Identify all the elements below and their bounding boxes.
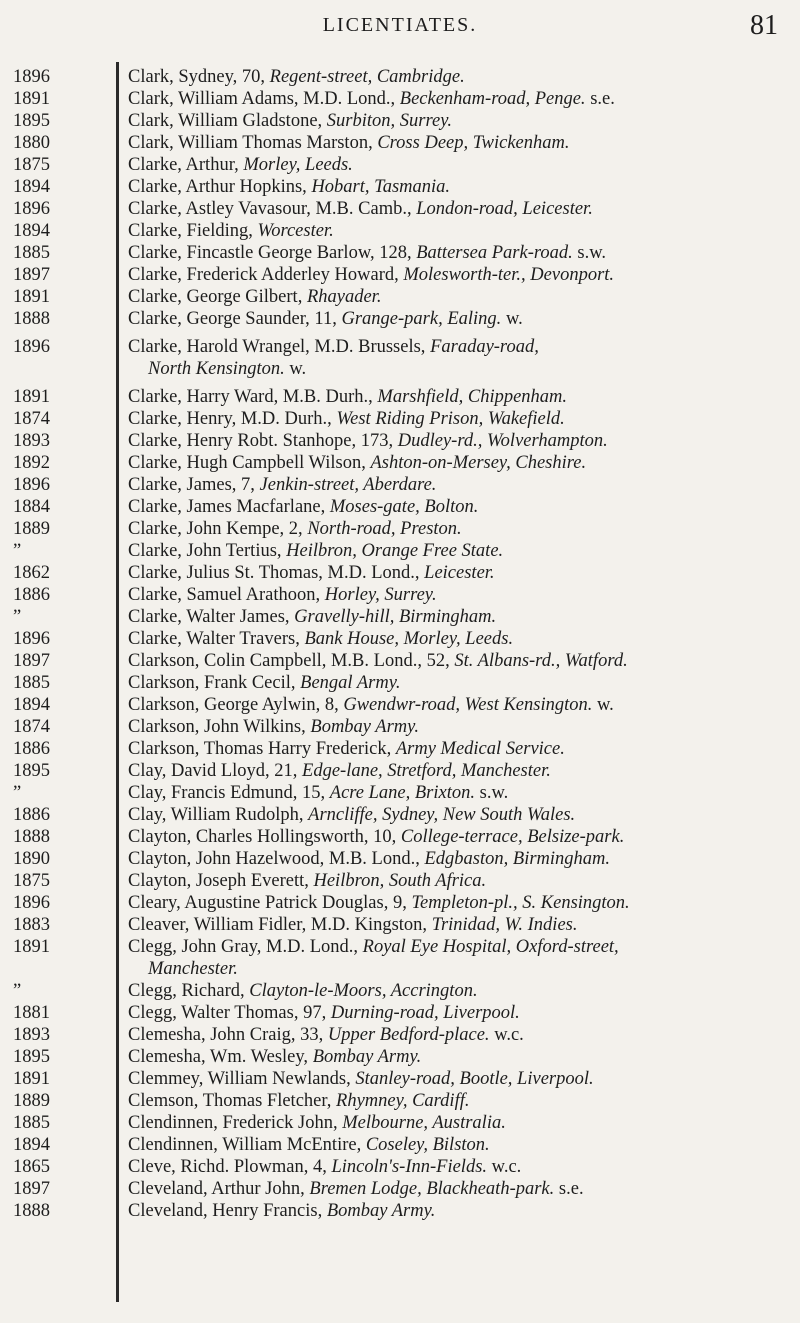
list-item — [0, 936, 800, 980]
entry-year: 1888 — [13, 1201, 50, 1221]
list-item — [0, 914, 800, 936]
entry-line — [128, 1156, 800, 1178]
entry-line — [128, 606, 800, 628]
list-item — [0, 1002, 800, 1024]
entry-district: w. — [592, 695, 614, 715]
entry-address: North-road, Preston. — [307, 519, 462, 539]
entry-name: Clendinnen, William McEntire, — [128, 1135, 366, 1155]
entry-name: Clarke, John Tertius, — [128, 541, 287, 561]
entry-line — [128, 176, 800, 198]
entry-line — [128, 914, 800, 936]
entry-address: Clayton-le-Moors, Accrington. — [249, 981, 478, 1001]
entry-year: 1892 — [13, 453, 50, 473]
entry-line — [128, 804, 800, 826]
entry-name: Clegg, Walter Thomas, 97, — [128, 1003, 331, 1023]
entry-name: Clarke, James, 7, — [128, 475, 260, 495]
entry-name: Clarke, Samuel Arathoon, — [128, 585, 325, 605]
list-item — [0, 782, 800, 804]
entry-year: 1883 — [13, 915, 50, 935]
entry-name: Clarke, George Saunder, 11, — [128, 309, 342, 329]
list-item — [0, 606, 800, 628]
entry-year: 1897 — [13, 1179, 50, 1199]
list-item — [0, 264, 800, 286]
entry-year: 1886 — [13, 585, 50, 605]
entry-address: Bombay Army. — [310, 717, 419, 737]
entry-year: 1888 — [13, 309, 50, 329]
entry-name: Clarke, Fincastle George Barlow, 128, — [128, 243, 417, 263]
entry-address: Marshfield, Chippenham. — [377, 387, 568, 407]
entry-name: Clark, William Gladstone, — [128, 111, 327, 131]
entry-year: 1895 — [13, 761, 50, 781]
entry-district: w.c. — [487, 1157, 522, 1177]
entry-name: Cleaver, William Fidler, M.D. Kingston, — [128, 915, 432, 935]
list-item — [0, 1200, 800, 1222]
entry-address: Gravelly-hill, Birmingham. — [294, 607, 497, 627]
entry-year: 1891 — [13, 937, 50, 957]
entry-year: 1894 — [13, 221, 50, 241]
entry-line — [128, 650, 800, 672]
entry-line — [128, 132, 800, 154]
entry-year: 1886 — [13, 739, 50, 759]
list-item — [0, 430, 800, 452]
entry-district: s.e. — [554, 1179, 584, 1199]
entry-line — [128, 1068, 800, 1090]
entry-year: 1896 — [13, 199, 50, 219]
entry-line — [128, 198, 800, 220]
list-item — [0, 198, 800, 220]
entry-address: Surbiton, Surrey. — [326, 111, 453, 131]
entry-name: Clarke, Harry Ward, M.B. Durh., — [128, 387, 378, 407]
list-item — [0, 474, 800, 496]
entry-address: Regent-street, Cambridge. — [269, 67, 465, 87]
list-item — [0, 628, 800, 650]
list-item — [0, 1156, 800, 1178]
list-item — [0, 176, 800, 198]
entry-name: Clarke, Fielding, — [128, 221, 258, 241]
list-item — [0, 650, 800, 672]
entry-year: 1894 — [13, 1135, 50, 1155]
entry-line — [128, 408, 800, 430]
entry-line — [128, 540, 800, 562]
entry-address: Battersea Park-road. — [416, 243, 573, 263]
entry-name: Cleveland, Henry Francis, — [128, 1201, 327, 1221]
entry-name: Clarke, Arthur Hopkins, — [128, 177, 312, 197]
entry-year: 1895 — [13, 1047, 50, 1067]
list-item — [0, 672, 800, 694]
entry-name: Clayton, Charles Hollingsworth, 10, — [128, 827, 401, 847]
entry-year: 1897 — [13, 651, 50, 671]
entry-year: 1885 — [13, 1113, 50, 1133]
entry-line — [128, 694, 800, 716]
entry-name: Clarkson, Frank Cecil, — [128, 673, 301, 693]
entry-year: 1889 — [13, 519, 50, 539]
entry-address: Beckenham-road, Penge. — [399, 89, 586, 109]
entry-line — [128, 154, 800, 176]
entry-line — [128, 672, 800, 694]
list-item — [0, 88, 800, 110]
entry-name: Clarke, Astley Vavasour, M.B. Camb., — [128, 199, 417, 219]
entry-line — [128, 628, 800, 650]
entry-line — [128, 848, 800, 870]
entry-district: w.c. — [489, 1025, 524, 1045]
list-item — [0, 286, 800, 308]
entry-year: 1886 — [13, 805, 50, 825]
entry-year: 1874 — [13, 717, 50, 737]
entry-name: Clendinnen, Frederick John, — [128, 1113, 343, 1133]
entry-name: Clarke, James Macfarlane, — [128, 497, 330, 517]
entry-name: Clay, David Lloyd, 21, — [128, 761, 303, 781]
list-item — [0, 110, 800, 132]
entry-address: Manchester. — [148, 959, 238, 979]
entry-year: 1884 — [13, 497, 50, 517]
entry-line — [128, 452, 800, 474]
entry-address: Acre Lane, Brixton. — [329, 783, 475, 803]
entry-line — [128, 936, 800, 958]
entry-year: 1885 — [13, 243, 50, 263]
list-item — [0, 1068, 800, 1090]
list-item — [0, 738, 800, 760]
entry-year: 1896 — [13, 337, 50, 357]
entry-name: Clark, William Thomas Marston, — [128, 133, 378, 153]
entry-district: s.w. — [572, 243, 607, 263]
entry-year: 1896 — [13, 67, 50, 87]
list-item — [0, 760, 800, 782]
entry-name: Clarke, Harold Wrangel, M.D. Brussels, — [128, 337, 431, 357]
entry-name: Clarke, Frederick Adderley Howard, — [128, 265, 404, 285]
entry-year: 1890 — [13, 849, 50, 869]
entry-name: Clayton, John Hazelwood, M.B. Lond., — [128, 849, 425, 869]
list-item — [0, 980, 800, 1002]
entry-name: Clarkson, George Aylwin, 8, — [128, 695, 344, 715]
list-item — [0, 1090, 800, 1112]
entry-address: Horley, Surrey. — [324, 585, 437, 605]
entry-address: Leicester. — [424, 563, 495, 583]
entry-line — [128, 336, 800, 358]
entry-district: w. — [501, 309, 523, 329]
entry-line — [128, 242, 800, 264]
list-item — [0, 496, 800, 518]
list-item — [0, 66, 800, 88]
entry-address: Dudley-rd., Wolverhampton. — [397, 431, 608, 451]
list-item — [0, 132, 800, 154]
entry-year: 1889 — [13, 1091, 50, 1111]
entry-address: Lincoln's-Inn-Fields. — [331, 1157, 488, 1177]
list-item — [0, 1134, 800, 1156]
entry-district: s.e. — [585, 89, 615, 109]
entry-name: Clayton, Joseph Everett, — [128, 871, 314, 891]
entry-address: Bengal Army. — [300, 673, 401, 693]
entry-line — [128, 220, 800, 242]
entry-address: Bank House, Morley, Leeds. — [304, 629, 514, 649]
entry-address: Gwendwr-road, West Kensington. — [343, 695, 593, 715]
entry-address: Heilbron, South Africa. — [313, 871, 487, 891]
entry-year: 1865 — [13, 1157, 50, 1177]
entry-name: Clegg, John Gray, M.D. Lond., — [128, 937, 363, 957]
entry-name: Clarkson, Colin Campbell, M.B. Lond., 52, — [128, 651, 455, 671]
list-item — [0, 694, 800, 716]
entry-address: Rhayader. — [306, 287, 382, 307]
entry-name: Clemesha, Wm. Wesley, — [128, 1047, 313, 1067]
entry-line — [128, 308, 800, 330]
entry-address: Templeton-pl., S. Kensington. — [411, 893, 630, 913]
entry-line — [128, 738, 800, 760]
page-number: 81 — [750, 10, 778, 41]
entry-address: Trinidad, W. Indies. — [431, 915, 578, 935]
entry-year: 1891 — [13, 287, 50, 307]
entry-year: ” — [13, 541, 22, 561]
entry-year: 1896 — [13, 629, 50, 649]
entry-year: 1862 — [13, 563, 50, 583]
entry-line — [128, 264, 800, 286]
entry-name: Clay, Francis Edmund, 15, — [128, 783, 330, 803]
entry-name: Clay, William Rudolph, — [128, 805, 309, 825]
entry-name: Cleve, Richd. Plowman, 4, — [128, 1157, 332, 1177]
entry-address: Worcester. — [257, 221, 334, 241]
entry-address: Moses-gate, Bolton. — [329, 497, 479, 517]
entry-year: 1881 — [13, 1003, 50, 1023]
entry-name: Clarke, Walter James, — [128, 607, 295, 627]
entry-line — [128, 66, 800, 88]
list-item — [0, 892, 800, 914]
page-header — [0, 0, 800, 60]
entry-line — [128, 1200, 800, 1222]
entry-address: Edge-lane, Stretford, Manchester. — [302, 761, 551, 781]
entry-line — [128, 980, 800, 1002]
entry-name: Clarkson, Thomas Harry Frederick, — [128, 739, 396, 759]
entry-name: Clark, Sydney, 70, — [128, 67, 270, 87]
entry-line — [128, 1134, 800, 1156]
entry-name: Clarke, George Gilbert, — [128, 287, 307, 307]
entry-name: Clemson, Thomas Fletcher, — [128, 1091, 337, 1111]
entry-line — [128, 496, 800, 518]
list-item — [0, 308, 800, 330]
entry-address: Hobart, Tasmania. — [311, 177, 451, 197]
entry-address: Coseley, Bilston. — [365, 1135, 490, 1155]
entry-address: Melbourne, Australia. — [342, 1113, 506, 1133]
entry-address: College-terrace, Belsize-park. — [400, 827, 625, 847]
entry-line — [128, 562, 800, 584]
entry-line — [128, 870, 800, 892]
list-item — [0, 1024, 800, 1046]
entry-address: Upper Bedford-place. — [327, 1025, 490, 1045]
entry-address: Jenkin-street, Aberdare. — [259, 475, 437, 495]
list-item — [0, 826, 800, 848]
entry-address: Faraday-road, — [430, 337, 539, 357]
entry-address: Edgbaston, Birmingham. — [424, 849, 611, 869]
list-item — [0, 1046, 800, 1068]
list-item — [0, 336, 800, 380]
entry-address: Army Medical Service. — [395, 739, 565, 759]
list-item — [0, 562, 800, 584]
entry-name: Cleary, Augustine Patrick Douglas, 9, — [128, 893, 412, 913]
entry-year: 1888 — [13, 827, 50, 847]
entry-year: 1897 — [13, 265, 50, 285]
entry-year: 1891 — [13, 1069, 50, 1089]
entry-name: Clemesha, John Craig, 33, — [128, 1025, 328, 1045]
entry-line — [128, 518, 800, 540]
list-item — [0, 848, 800, 870]
entry-line — [128, 782, 800, 804]
entry-address: Ashton-on-Mersey, Cheshire. — [370, 453, 587, 473]
entry-year: 1880 — [13, 133, 50, 153]
entry-year: 1893 — [13, 431, 50, 451]
entry-line — [128, 760, 800, 782]
entry-line — [128, 1090, 800, 1112]
entry-year: 1896 — [13, 475, 50, 495]
entry-name: Clemmey, William Newlands, — [128, 1069, 356, 1089]
entry-address: Molesworth-ter., Devonport. — [403, 265, 615, 285]
entry-name: Clarke, Julius St. Thomas, M.D. Lond., — [128, 563, 425, 583]
entry-year: 1894 — [13, 177, 50, 197]
entry-line — [128, 892, 800, 914]
entry-line — [128, 1178, 800, 1200]
entry-name: Clarke, Arthur, — [128, 155, 244, 175]
entry-line — [128, 474, 800, 496]
entry-year: 1891 — [13, 89, 50, 109]
entry-year: ” — [13, 783, 22, 803]
entry-line — [128, 716, 800, 738]
list-item — [0, 242, 800, 264]
entry-line — [128, 1112, 800, 1134]
entry-name: Clark, William Adams, M.D. Lond., — [128, 89, 400, 109]
entry-name: Clegg, Richard, — [128, 981, 250, 1001]
list-item — [0, 804, 800, 826]
entry-address: Heilbron, Orange Free State. — [286, 541, 504, 561]
entry-year: 1891 — [13, 387, 50, 407]
entry-name: Clarke, Henry, M.D. Durh., — [128, 409, 337, 429]
list-item — [0, 518, 800, 540]
entry-year: 1875 — [13, 155, 50, 175]
entry-district: w. — [284, 359, 307, 379]
entry-year: 1885 — [13, 673, 50, 693]
entry-line — [128, 286, 800, 308]
entry-year: 1893 — [13, 1025, 50, 1045]
entry-year: 1894 — [13, 695, 50, 715]
entry-address: Bremen Lodge, Blackheath-park. — [309, 1179, 555, 1199]
list-item — [0, 870, 800, 892]
entry-line — [128, 584, 800, 606]
entry-address: Arncliffe, Sydney, New South Wales. — [308, 805, 576, 825]
entry-address: Stanley-road, Bootle, Liverpool. — [355, 1069, 594, 1089]
entry-address: Bombay Army. — [312, 1047, 422, 1067]
entry-address: St. Albans-rd., Watford. — [454, 651, 628, 671]
entry-name: Clarke, Henry Robt. Stanhope, 173, — [128, 431, 398, 451]
entry-address: Durning-road, Liverpool. — [330, 1003, 520, 1023]
entry-district: s.w. — [475, 783, 509, 803]
entry-year: 1895 — [13, 111, 50, 131]
entry-address: Rhymney, Cardiff. — [336, 1091, 470, 1111]
entry-line — [128, 110, 800, 132]
entry-line — [128, 1002, 800, 1024]
entry-name: Clarke, Hugh Campbell Wilson, — [128, 453, 371, 473]
entry-name: Clarke, John Kempe, 2, — [128, 519, 308, 539]
list-item — [0, 408, 800, 430]
list-item — [0, 220, 800, 242]
entry-line — [148, 358, 800, 380]
list-item — [0, 386, 800, 408]
entry-line — [128, 1024, 800, 1046]
entry-address: North Kensington. — [148, 359, 285, 379]
entry-address: Bombay Army. — [326, 1201, 436, 1221]
list-item — [0, 716, 800, 738]
entry-name: Clarkson, John Wilkins, — [128, 717, 311, 737]
entry-address: Royal Eye Hospital, Oxford-street, — [362, 937, 619, 957]
licentiate-list — [0, 66, 800, 1222]
entry-line — [128, 88, 800, 110]
entry-line — [128, 1046, 800, 1068]
entry-name: Cleveland, Arthur John, — [128, 1179, 310, 1199]
entry-line — [128, 826, 800, 848]
entry-address: London-road, Leicester. — [416, 199, 593, 219]
entry-line — [128, 386, 800, 408]
running-title: LICENTIATES. — [322, 14, 478, 36]
entry-line — [128, 430, 800, 452]
entry-address: Morley, Leeds. — [243, 155, 353, 175]
entry-address: West Riding Prison, Wakefield. — [336, 409, 565, 429]
entry-name: Clarke, Walter Travers, — [128, 629, 305, 649]
entry-year: 1875 — [13, 871, 50, 891]
list-item — [0, 540, 800, 562]
entry-line — [148, 958, 800, 980]
list-item — [0, 154, 800, 176]
entry-year: 1874 — [13, 409, 50, 429]
list-item — [0, 584, 800, 606]
list-item — [0, 452, 800, 474]
list-item — [0, 1178, 800, 1200]
entry-year: ” — [13, 607, 22, 627]
entry-address: Grange-park, Ealing. — [341, 309, 502, 329]
entry-year: ” — [13, 981, 22, 1001]
list-item — [0, 1112, 800, 1134]
entry-year: 1896 — [13, 893, 50, 913]
entry-address: Cross Deep, Twickenham. — [377, 133, 570, 153]
